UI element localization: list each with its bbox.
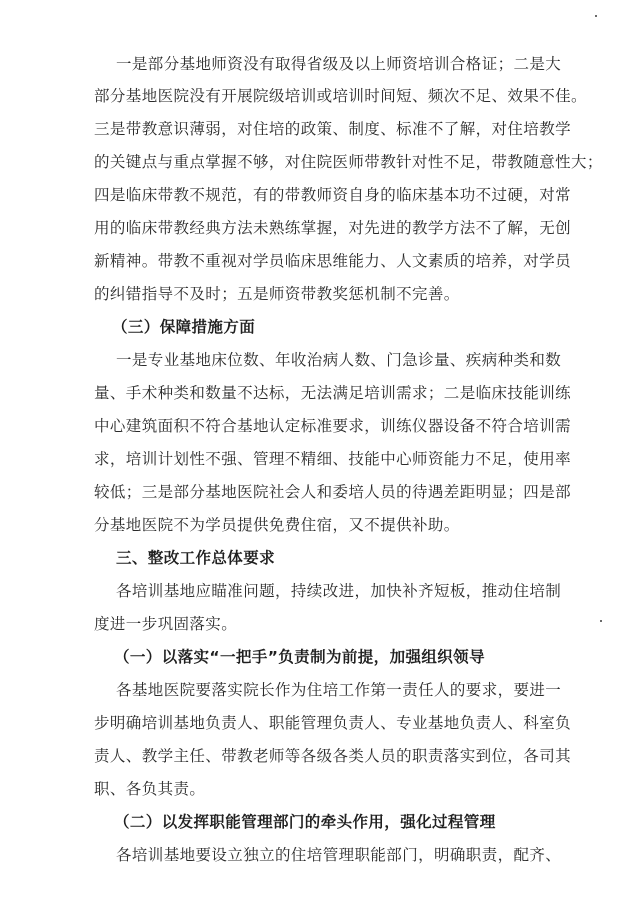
text-line: 新精神。带教不重视对学员临床思维能力、人文素质的培养，对学员 xyxy=(94,252,572,270)
scan-speck xyxy=(600,620,602,622)
text-line: 各基地医院要落实院长作为住培工作第一责任人的要求，要进一 xyxy=(116,681,562,699)
text-line: 一是部分基地师资没有取得省级及以上师资培训合格证；二是大 xyxy=(116,55,562,73)
subsection-heading: （一）以落实“一把手”负责制为前提，加强组织领导 xyxy=(114,648,485,666)
text-line: 求，培训计划性不强、管理不精细、技能中心师资能力不足，使用率 xyxy=(94,450,572,468)
text-line: 中心建筑面积不符合基地认定标准要求，训练仪器设备不符合培训需 xyxy=(94,417,572,435)
text-line: 量、手术种类和数量不达标，无法满足培训需求；二是临床技能训练 xyxy=(94,384,572,402)
text-line: 用的临床带教经典方法未熟练掌握，对先进的教学方法不了解，无创 xyxy=(94,219,572,237)
text-line: 的关键点与重点掌握不够，对住院医师带教针对性不足，带教随意性大； xyxy=(94,153,603,171)
text-line: 三是带教意识薄弱，对住培的政策、制度、标准不了解，对住培教学 xyxy=(94,120,572,138)
text-line: 步明确培训基地负责人、职能管理负责人、专业基地负责人、科室负 xyxy=(94,714,572,732)
text-line: 分基地医院不为学员提供免费住宿，又不提供补助。 xyxy=(94,516,460,534)
section-heading: 三、整改工作总体要求 xyxy=(116,549,276,567)
text-line: 较低；三是部分基地医院社会人和委培人员的待遇差距明显；四是部 xyxy=(94,483,572,501)
text-line: 各培训基地要设立独立的住培管理职能部门，明确职责，配齐、 xyxy=(116,846,562,864)
text-line: 各培训基地应瞄准问题，持续改进，加快补齐短板，推动住培制 xyxy=(116,582,562,600)
text-line: 一是专业基地床位数、年收治病人数、门急诊量、疾病种类和数 xyxy=(116,351,562,369)
text-line: 职、各负其责。 xyxy=(94,780,206,798)
text-line: 四是临床带教不规范，有的带教师资自身的临床基本功不过硬，对常 xyxy=(94,186,572,204)
subsection-heading: （二）以发挥职能管理部门的牵头作用，强化过程管理 xyxy=(114,813,496,831)
text-line: 责人、教学主任、带教老师等各级各类人员的职责落实到位，各司其 xyxy=(94,747,572,765)
section-heading: （三）保障措施方面 xyxy=(112,318,256,336)
text-line: 的纠错指导不及时；五是师资带教奖惩机制不完善。 xyxy=(94,285,460,303)
text-line: 度进一步巩固落实。 xyxy=(94,615,238,633)
scan-speck xyxy=(595,15,597,17)
text-line: 部分基地医院没有开展院级培训或培训时间短、频次不足、效果不佳。 xyxy=(94,87,587,105)
